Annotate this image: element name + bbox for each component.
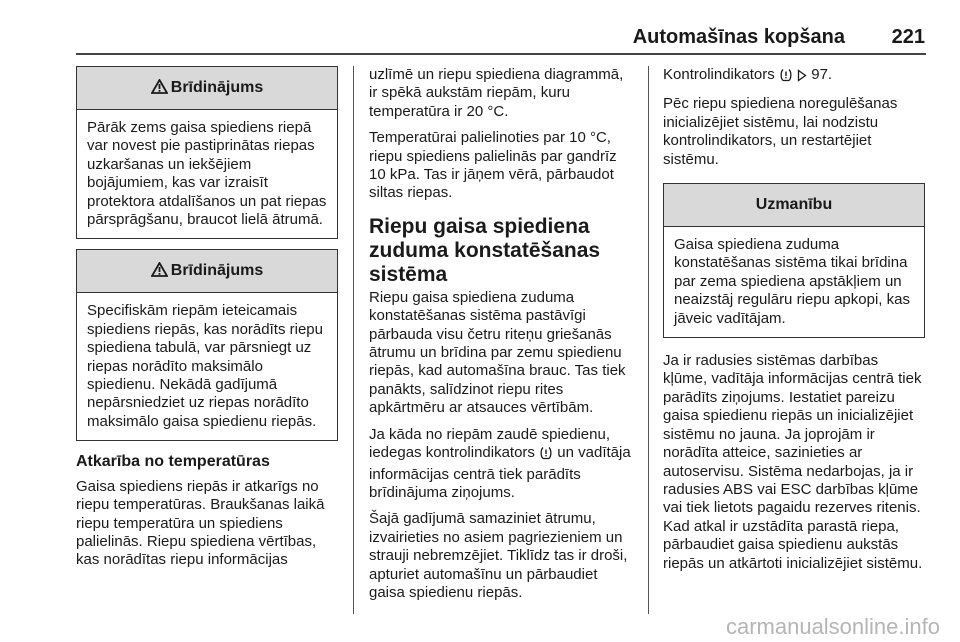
subheading-temperature: Atkarība no temperatūras — [76, 453, 270, 471]
warning-box-title: Brīdinājums — [170, 79, 264, 96]
page-reference[interactable]: 97. — [811, 66, 833, 83]
warning-box-text: Specifiskām riepām ieteicamais spiediens riepās, kas norādīts riepu spiediena tabulā, var pārsniegt uz riepas norādīto maksimālo spiedienu. Nekādā gadījumā nepārsniedziet uz riepas norādīto maksimālo gaisa spiedienu riepās. — [87, 302, 323, 430]
warning-box-text: Pārāk zems gaisa spiediens riepā var novest pie pastiprinātas riepas uzkaršanas un iekšējiem bojājumiem, kas var izraisīt protektora atdalīšanos un pat riepas pārsprāgšanu, braucot lielā ātrumā. — [87, 119, 327, 229]
tire-pressure-indicator-icon — [539, 446, 553, 465]
warning-box-1 — [76, 66, 338, 239]
watermark: carmanualsonline.info — [725, 614, 940, 639]
paragraph: uzlīmē un riepu spiediena diagrammā, ir spēkā aukstām riepām, kuru temperatūra ir 20 °C. — [369, 66, 624, 120]
paragraph: Ja ir radusies sistēmas darbības kļūme, vadītāja informācijas centrā tiek parādīts ziņojums. Iestatiet pareizu gaisa spiedienu riepās un inicializējiet sistēmu no jauna. Ja joprojām ir norādīta atteice, sazinieties ar autoservisu. Sistēma nedarbojas, ja ir radusies ABS vai ESC darbības kļūme vai tiek lietots pagaidu rezerves ritenis. Kad atkal ir uzstādīta parastā riepa, pārbaudiet gaisa spiedienu aukstās riepās un atkārtoti inicializējiet sistēmu. — [663, 352, 923, 572]
column-1 — [76, 66, 338, 578]
column-2 — [369, 66, 635, 610]
column-3 — [663, 66, 925, 581]
column-divider-2 — [648, 66, 649, 614]
paragraph — [369, 426, 635, 503]
caution-box — [663, 183, 925, 338]
warning-box-header — [77, 67, 337, 110]
warning-box-header — [77, 250, 337, 293]
warning-triangle-icon — [151, 252, 168, 294]
paragraph-text: un vadītāja informācijas centrā tiek parādīts brīdinājuma ziņojums. — [369, 444, 631, 501]
caution-box-header — [664, 184, 924, 227]
paragraph — [663, 66, 925, 87]
section-title: Riepu gaisa spiediena zuduma konstatēšanas sistēma — [369, 214, 601, 286]
paragraph-text: Ja kāda no riepām zaudē spiedienu, iedegas kontrolindikators — [369, 425, 610, 462]
column-divider-1 — [353, 66, 354, 614]
paragraph: Šajā gadījumā samaziniet ātrumu, izvairieties no asiem pagriezieniem un strauji nebremzējiet. Tiklīdz tas ir droši, apturiet automašīnu un pārbaudiet gaisa spiedienu riepās. — [369, 510, 628, 601]
caution-box-text: Gaisa spiediena zuduma konstatēšanas sistēma tikai brīdina par zema spiediena apstākļiem un neaizstāj regulāru riepu apkopi, kas jāveic vadītājam. — [674, 236, 910, 327]
warning-box-title: Brīdinājums — [170, 262, 264, 280]
paragraph: Pēc riepu spiediena noregulēšanas inicializējiet sistēmu, lai nodzistu kontrolindikators, un restartējiet sistēmu. — [663, 95, 898, 168]
warning-box-2 — [76, 249, 338, 441]
paragraph: Temperatūrai palielinoties par 10 °C, riepu spiediens palielinās par gandrīz 10 kPa. Tas ir jāņem vērā, pārbaudot siltas riepas. — [369, 129, 617, 202]
page-header-title: Automašīnas kopšana — [632, 26, 845, 48]
page-number: 221 — [891, 26, 925, 48]
page-reference-arrow-icon[interactable] — [797, 69, 807, 87]
paragraph-text: Kontrolindikators — [663, 66, 775, 83]
tire-pressure-indicator-icon — [779, 68, 793, 87]
paragraph: Gaisa spiediens riepās ir atkarīgs no riepu temperatūras. Braukšanas laikā riepu temperatūra un spiediens palielinās. Riepu spiediena vērtības, kas norādītas riepu informācijas — [76, 477, 325, 569]
caution-box-title: Uzmanību — [755, 196, 833, 214]
warning-triangle-icon — [151, 69, 168, 111]
header-rule — [76, 53, 926, 55]
paragraph: Riepu gaisa spiediena zuduma konstatēšanas sistēma pastāvīgi pārbauda visu četru riteņu griešanās ātrumu un brīdina par zemu spiedienu riepās, kad automašīna brauc. Tas tiek panākts, salīdzinot riepu rites apkārtmēru ar atsauces vērtībām. — [369, 288, 626, 417]
